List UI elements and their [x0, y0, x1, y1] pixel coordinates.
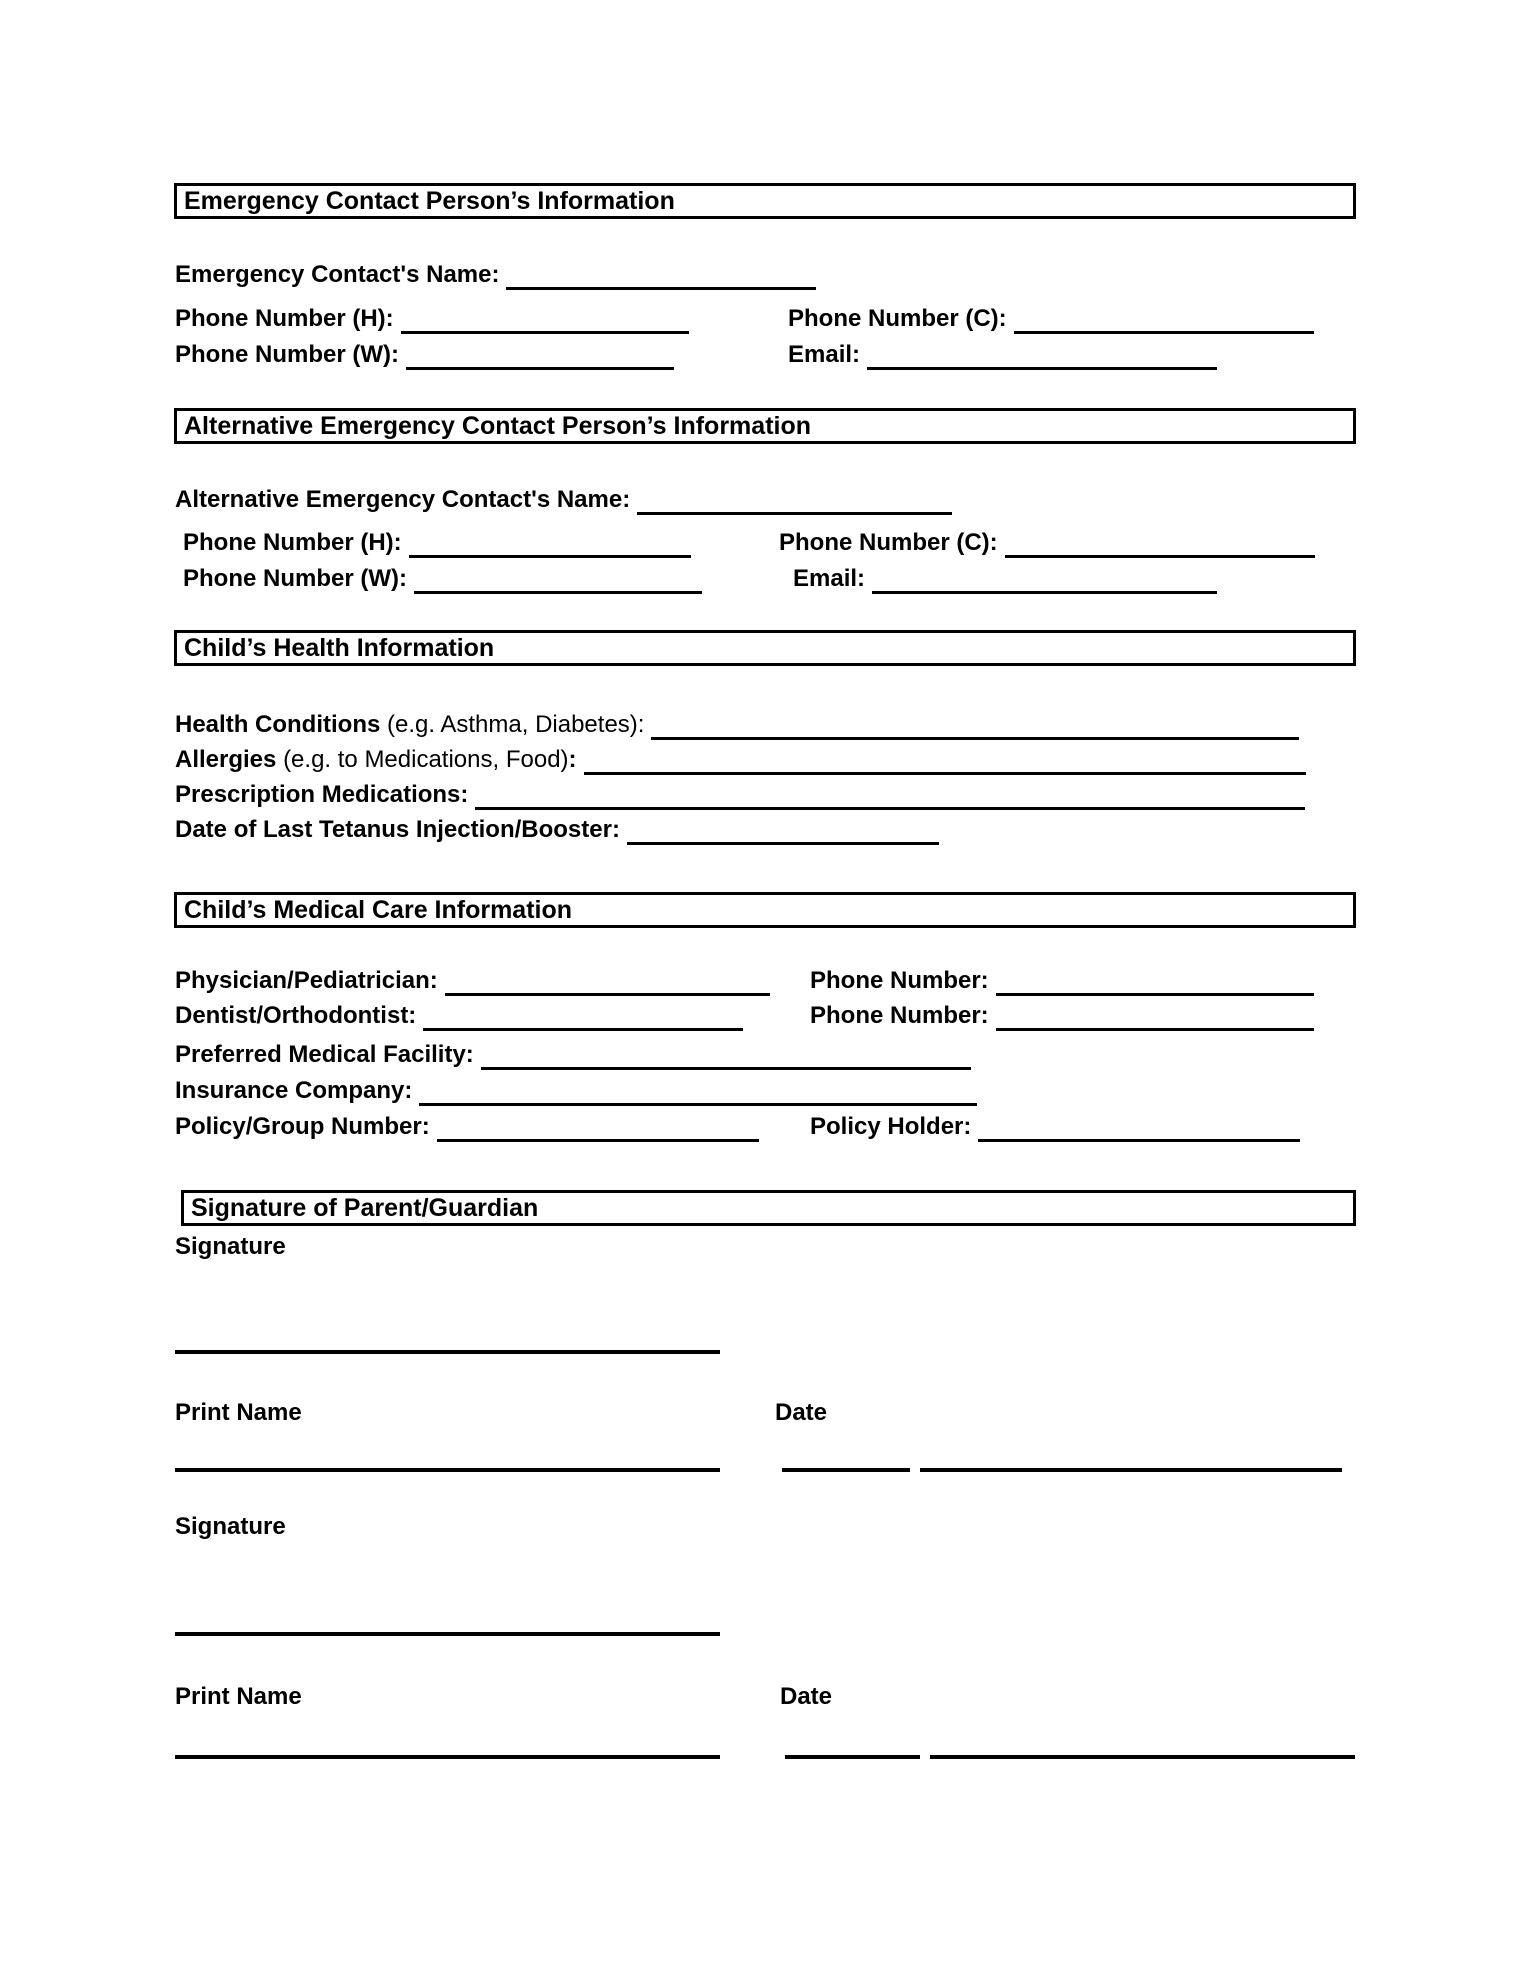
health-conditions-hint: (e.g. Asthma, Diabetes): [387, 711, 645, 738]
emergency-email-input-line[interactable] [867, 341, 1217, 370]
facility-input-line[interactable] [481, 1041, 971, 1070]
tetanus-input-line[interactable] [627, 816, 939, 845]
section-header-medical-care [174, 892, 1356, 928]
physician-label: Physician/Pediatrician: [175, 967, 438, 994]
field-row-emergency-name [175, 260, 816, 290]
policy-number-label: Policy/Group Number: [175, 1113, 430, 1140]
field-row-physician-phone [810, 966, 1314, 996]
signature2-line[interactable] [175, 1632, 720, 1636]
alt-phone-h-label: Phone Number (H): [183, 529, 402, 556]
section-title: Child’s Medical Care Information [184, 895, 573, 924]
emergency-phone-w-input-line[interactable] [406, 341, 674, 370]
alt-phone-c-label: Phone Number (C): [779, 529, 998, 556]
field-row-emergency-phone-c [788, 304, 1314, 334]
section-header-emergency-contact [174, 183, 1356, 219]
signature1-line[interactable] [175, 1350, 720, 1354]
field-row-insurance [175, 1076, 977, 1106]
date2-label: Date [780, 1683, 833, 1710]
field-row-tetanus [175, 815, 939, 845]
section-title: Signature of Parent/Guardian [191, 1193, 539, 1222]
field-row-health-conditions [175, 710, 1299, 740]
date1-line-long[interactable] [920, 1468, 1342, 1472]
section-header-alternative-contact [174, 408, 1356, 444]
section-header-signature [181, 1190, 1356, 1226]
alt-email-input-line[interactable] [872, 565, 1217, 594]
field-row-alt-phone-c [779, 528, 1315, 558]
health-conditions-label: Health Conditions [175, 711, 381, 738]
alt-name-label: Alternative Emergency Contact's Name: [175, 486, 631, 513]
policy-number-input-line[interactable] [437, 1113, 759, 1142]
section-title: Alternative Emergency Contact Person’s Information [184, 411, 812, 440]
emergency-name-label: Emergency Contact's Name: [175, 261, 500, 288]
signature1-label: Signature [175, 1233, 286, 1260]
allergies-label: Allergies [175, 746, 277, 773]
alt-email-label: Email: [793, 565, 866, 592]
policy-holder-input-line[interactable] [978, 1113, 1300, 1142]
print-name2-label: Print Name [175, 1683, 302, 1710]
alt-phone-w-input-line[interactable] [414, 565, 702, 594]
physician-phone-label: Phone Number: [810, 967, 989, 994]
field-row-alt-name [175, 485, 952, 515]
field-row-emergency-email [788, 340, 1217, 370]
field-row-allergies [175, 745, 1306, 775]
print-name2-line[interactable] [175, 1755, 720, 1759]
allergies-colon: : [568, 746, 577, 773]
emergency-phone-c-label: Phone Number (C): [788, 305, 1007, 332]
field-row-prescription [175, 780, 1305, 810]
prescription-label: Prescription Medications: [175, 781, 469, 808]
alt-name-input-line[interactable] [637, 486, 952, 515]
allergies-input-line[interactable] [584, 746, 1306, 775]
date1-line-short[interactable] [782, 1468, 910, 1472]
field-row-emergency-phone-h [175, 304, 689, 334]
field-row-policy-holder [810, 1112, 1300, 1142]
physician-phone-input-line[interactable] [996, 967, 1314, 996]
facility-label: Preferred Medical Facility: [175, 1041, 474, 1068]
alt-phone-w-label: Phone Number (W): [183, 565, 407, 592]
allergies-hint: (e.g. to Medications, Food) [283, 746, 569, 773]
emergency-name-input-line[interactable] [506, 261, 816, 290]
health-conditions-input-line[interactable] [651, 711, 1299, 740]
emergency-email-label: Email: [788, 341, 861, 368]
field-row-alt-phone-h [183, 528, 691, 558]
alt-phone-c-input-line[interactable] [1005, 529, 1315, 558]
field-row-emergency-phone-w [175, 340, 674, 370]
dentist-input-line[interactable] [423, 1002, 743, 1031]
emergency-phone-w-label: Phone Number (W): [175, 341, 399, 368]
dentist-label: Dentist/Orthodontist: [175, 1002, 417, 1029]
tetanus-label: Date of Last Tetanus Injection/Booster: [175, 816, 620, 843]
dentist-phone-label: Phone Number: [810, 1002, 989, 1029]
field-row-dentist [175, 1001, 743, 1031]
section-title: Child’s Health Information [184, 633, 495, 662]
section-header-child-health [174, 630, 1356, 666]
insurance-input-line[interactable] [419, 1077, 977, 1106]
dentist-phone-input-line[interactable] [996, 1002, 1314, 1031]
emergency-phone-h-label: Phone Number (H): [175, 305, 394, 332]
field-row-dentist-phone [810, 1001, 1314, 1031]
emergency-phone-h-input-line[interactable] [401, 305, 689, 334]
section-title: Emergency Contact Person’s Information [184, 186, 675, 215]
date2-line-long[interactable] [930, 1755, 1355, 1759]
field-row-alt-phone-w [183, 564, 702, 594]
field-row-policy-number [175, 1112, 759, 1142]
insurance-label: Insurance Company: [175, 1077, 413, 1104]
field-row-alt-email [793, 564, 1217, 594]
date1-label: Date [775, 1399, 828, 1426]
prescription-input-line[interactable] [475, 781, 1305, 810]
policy-holder-label: Policy Holder: [810, 1113, 972, 1140]
field-row-medical-facility [175, 1040, 971, 1070]
alt-phone-h-input-line[interactable] [409, 529, 691, 558]
print-name1-line[interactable] [175, 1468, 720, 1472]
field-row-physician [175, 966, 770, 996]
physician-input-line[interactable] [445, 967, 770, 996]
date2-line-short[interactable] [785, 1755, 920, 1759]
print-name1-label: Print Name [175, 1399, 302, 1426]
signature2-label: Signature [175, 1513, 286, 1540]
emergency-phone-c-input-line[interactable] [1014, 305, 1314, 334]
